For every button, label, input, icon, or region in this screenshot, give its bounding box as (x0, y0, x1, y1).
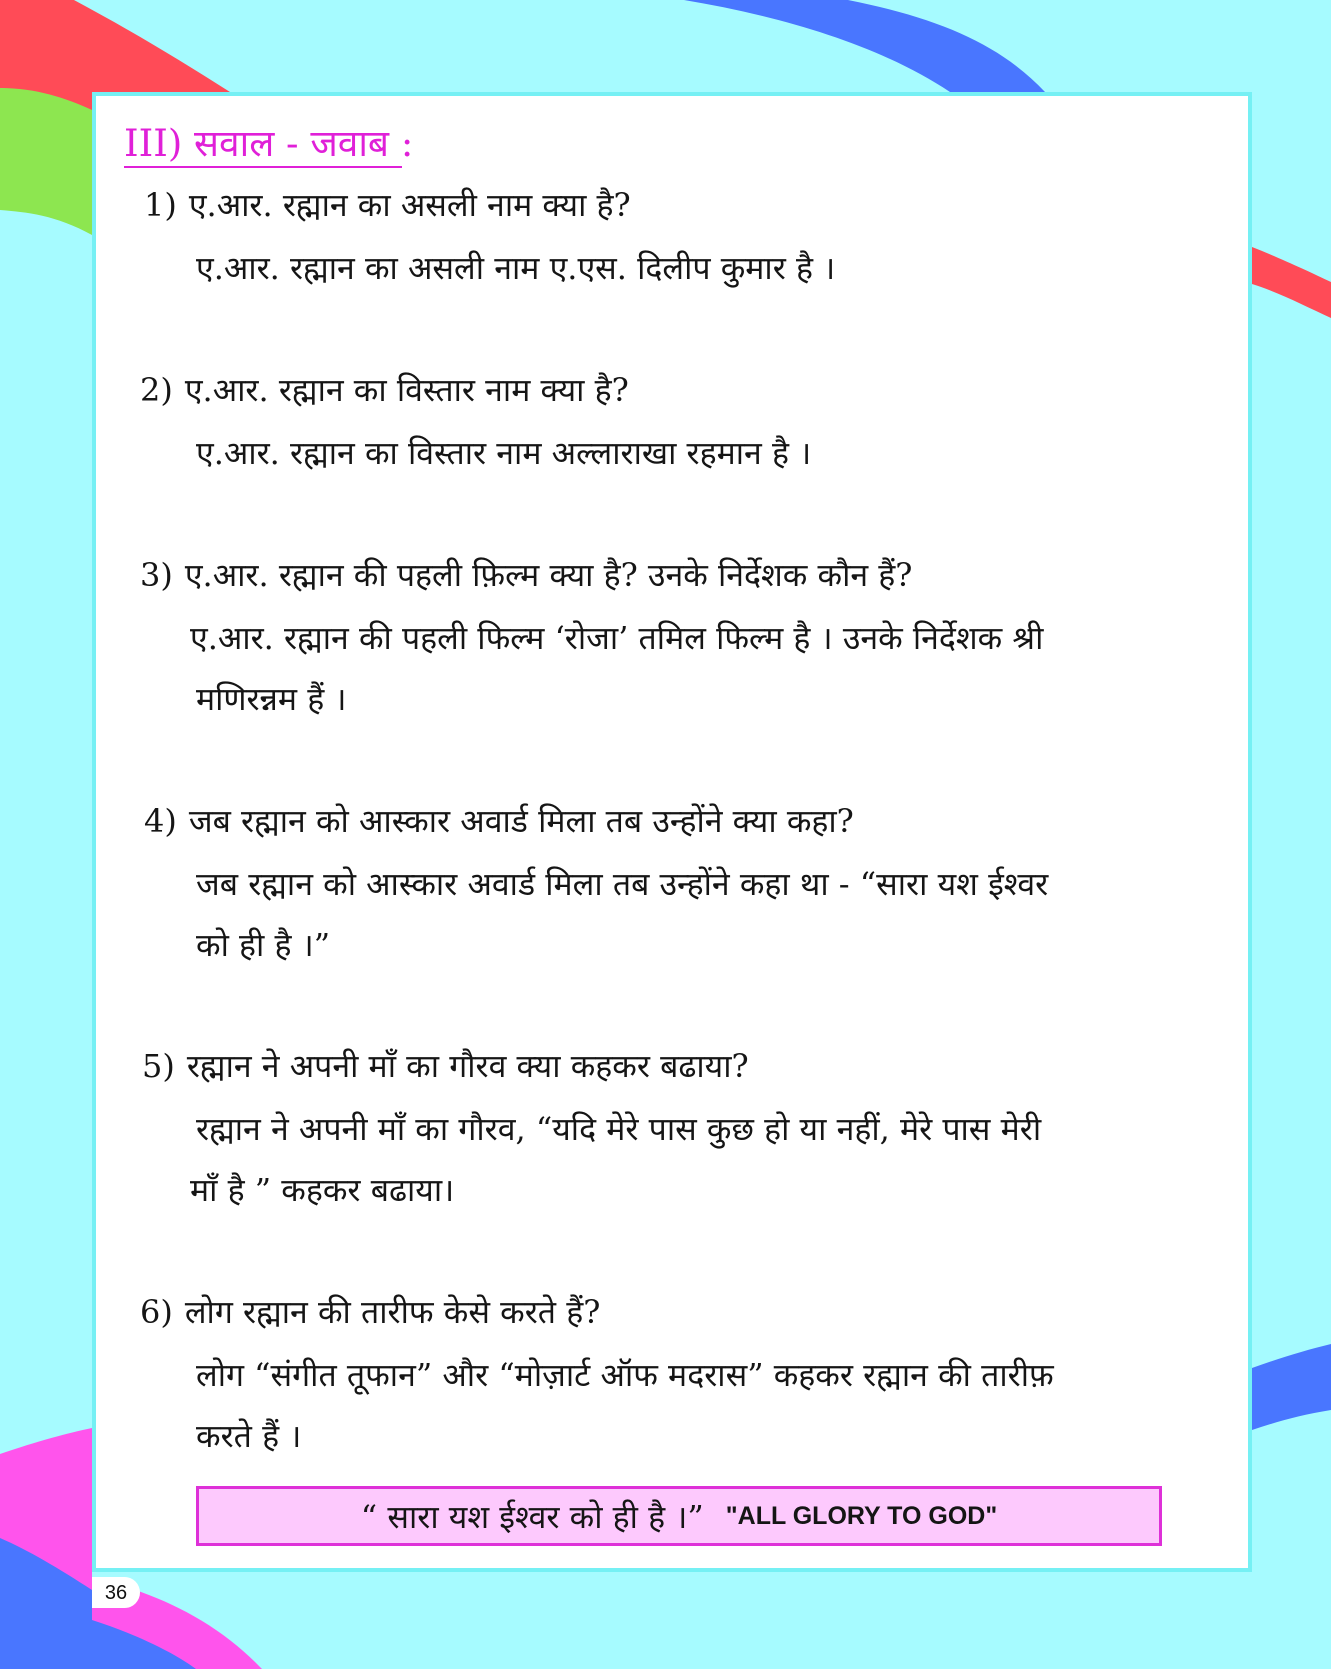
answer-5-line-2: माँ है ” कहकर बढाया। (190, 1171, 455, 1209)
question-text: जब रह्मान को आस्कार अवार्ड मिला तब उन्होंने क्या कहा? (188, 802, 854, 840)
question-text: ए.आर. रह्मान की पहली फ़िल्म क्या है? उनके निर्देशक कौन हैं? (184, 556, 913, 594)
quote-english: "ALL GLORY TO GOD" (725, 1501, 998, 1530)
answer-4-line-2: को ही है ।” (196, 926, 331, 964)
question-number: 3) (140, 556, 173, 594)
question-5 (142, 1043, 749, 1089)
question-4 (144, 798, 854, 844)
question-number: 2) (140, 371, 173, 409)
question-number: 1) (144, 186, 177, 224)
question-2 (140, 367, 629, 413)
answer-6-line-2: करते हैं । (196, 1417, 302, 1455)
question-text: लोग रह्मान की तारीफ केसे करते हैं? (184, 1293, 601, 1331)
question-number: 5) (142, 1047, 175, 1085)
quote-hindi: “ सारा यश ईश्वर को ही है ।” (360, 1497, 704, 1536)
question-text: रह्मान ने अपनी माँ का गौरव क्या कहकर बढाया? (186, 1047, 749, 1085)
question-number: 4) (144, 802, 177, 840)
quote-box (196, 1486, 1162, 1546)
page-number-badge (92, 1577, 140, 1608)
answer-2-line-1: ए.आर. रह्मान का विस्तार नाम अल्लाराखा रहमान है । (196, 434, 812, 472)
question-1 (144, 182, 631, 228)
heading-underline (124, 166, 402, 168)
question-6 (140, 1289, 600, 1335)
answer-5-line-1: रह्मान ने अपनी माँ का गौरव, “यदि मेरे पास कुछ हो या नहीं, मेरे पास मेरी (196, 1110, 1042, 1148)
page-heading: III) सवाल - जवाब : (124, 122, 414, 165)
question-text: ए.आर. रह्मान का असली नाम क्या है? (188, 186, 631, 224)
question-text: ए.आर. रह्मान का विस्तार नाम क्या है? (184, 371, 629, 409)
answer-3-line-2: मणिरन्नम हैं । (196, 680, 347, 718)
page-number: 36 (104, 1581, 128, 1604)
answer-4-line-1: जब रह्मान को आस्कार अवार्ड मिला तब उन्होंने कहा था - “सारा यश ईश्वर (196, 865, 1049, 903)
question-number: 6) (140, 1293, 173, 1331)
answer-6-line-1: लोग “संगीत तूफान” और “मोज़ार्ट ऑफ मदरास” कहकर रह्मान की तारीफ़ (196, 1356, 1054, 1394)
answer-3-line-1: ए.आर. रह्मान की पहली फिल्म ‘रोजा’ तमिल फिल्म है । उनके निर्देशक श्री (190, 619, 1044, 657)
question-3 (140, 552, 912, 598)
answer-1-line-1: ए.आर. रह्मान का असली नाम ए.एस. दिलीप कुमार है । (196, 249, 836, 287)
